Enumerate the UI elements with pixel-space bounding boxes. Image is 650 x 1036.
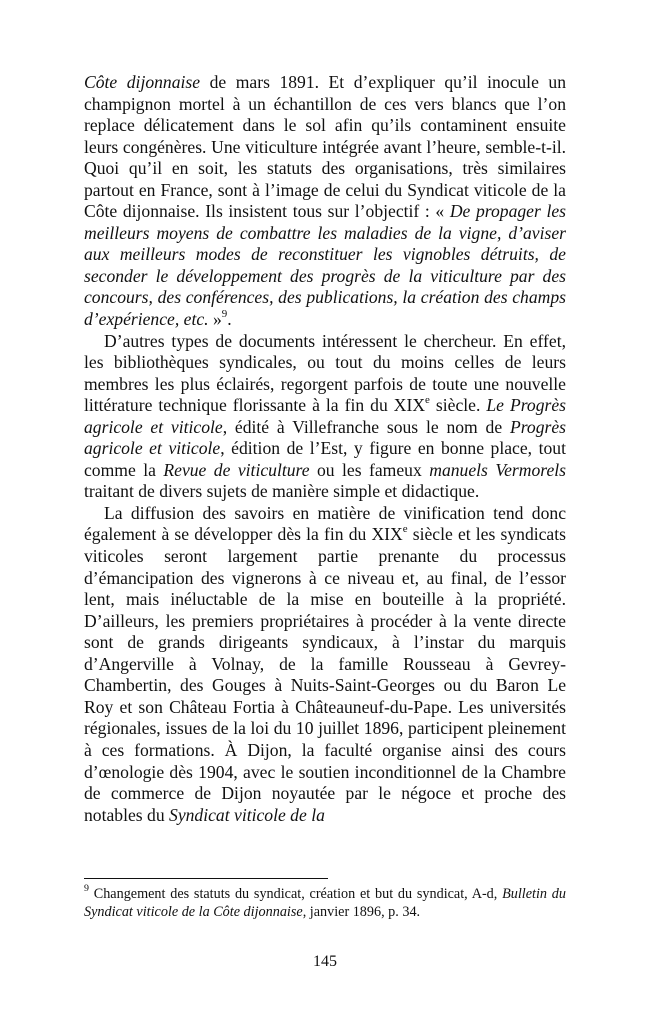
text-run: siècle.	[429, 395, 487, 416]
text-run: »	[208, 309, 222, 330]
italic-text: De propager les meilleurs moyens de combattre les maladies de la vigne, d’aviser aux meilleurs modes de reconstituer les vignobles détruits, de seconder le développement des progrès de la viticulture par des concours, des conférences, des publications, la création des champs d’expérience, etc.	[84, 201, 566, 330]
footnote-marker: 9	[221, 307, 228, 320]
paragraph	[84, 331, 566, 503]
italic-text: Syndicat viticole de la	[169, 804, 325, 825]
footnote-marker: 9	[84, 882, 89, 894]
footnote-marker: e	[402, 523, 408, 535]
text-run: ou les fameux	[309, 459, 430, 480]
italic-text: Côte dijonnaise	[84, 72, 201, 92]
text-run: .	[227, 309, 232, 330]
text-run: La diffusion des savoirs en matière de vinification tend donc également à se développer dès la fin du XIX	[84, 502, 566, 545]
paragraph	[84, 503, 566, 826]
footnote-text	[84, 882, 566, 921]
page-number: 145	[313, 953, 337, 970]
italic-text: manuels Vermorels	[429, 459, 567, 480]
text-run: , édité à Villefranche sous le nom de	[222, 416, 510, 437]
text-run: siècle et les syndicats viticoles seront largement partie prenante du processus d’émancipation des vignerons à ce niveau et, au final, de l’essor lent, mais inéluctable de la mise en bouteille à la propriété. D’ailleurs, les premiers propriétaires à procéder à la vente directe sont de grands dirigeants syndicaux, à l’instar du marquis d’Angerville à Volnay, de la famille Rousseau à Gevrey-Chambertin, des Gouges à Nuits-Saint-Georges ou du Baron Le Roy et son Château Fortia à Châteauneuf-du-Pape. Les universités régionales, issues de la loi du 10 juillet 1896, participent pleinement à ces formations. À Dijon, la faculté organise ainsi des cours d’œnologie dès 1904, avec le soutien inconditionnel de la Chambre de commerce de Dijon noyautée par le négoce et proche des notables du	[84, 524, 566, 825]
italic-text: Bulletin du Syndicat viticole de la Côte dijonnaise	[84, 886, 566, 920]
text-run: , édition de l’Est, y figure en bonne place, tout comme la	[84, 438, 566, 480]
text-run: , janvier 1896, p. 34.	[302, 903, 421, 920]
italic-text: Progrès agricole et viticole	[84, 416, 567, 459]
italic-text: Revue de viticulture	[163, 459, 310, 480]
text-run: de mars 1891. Et d’expliquer qu’il inocule un champignon mortel à un échantillon de ces vers blancs que l’on replace délicatement dans le sol afin qu’ils contaminent ensuite leurs congénères. Une viticulture intégrée avant l’heure, semble-t-il. Quoi qu’il en soit, les statuts des organisations, très similaires partout en France, sont à l’image de celui du Syndicat viticole de la Côte dijonnaise. Ils insistent tous sur l’objectif : «	[84, 72, 566, 222]
footnote-9	[84, 882, 566, 921]
text-run: Changement des statuts du syndicat, création et but du syndicat, A-d,	[88, 886, 503, 902]
text-run: D’autres types de documents intéressent le chercheur. En effet, les bibliothèques syndicales, ou tout du moins celles de leurs membres les plus éclairés, regorgent parfois de toute une nouvelle littérature technique florissante à la fin du XIX	[84, 330, 566, 416]
text-run: traitant de divers sujets de manière simple et didactique.	[84, 481, 480, 502]
paragraph	[84, 72, 566, 331]
main-text	[84, 72, 566, 826]
footnote-separator	[84, 878, 328, 879]
footnote-marker: e	[425, 393, 430, 406]
italic-text: Le Progrès agricole et viticole	[84, 395, 566, 437]
